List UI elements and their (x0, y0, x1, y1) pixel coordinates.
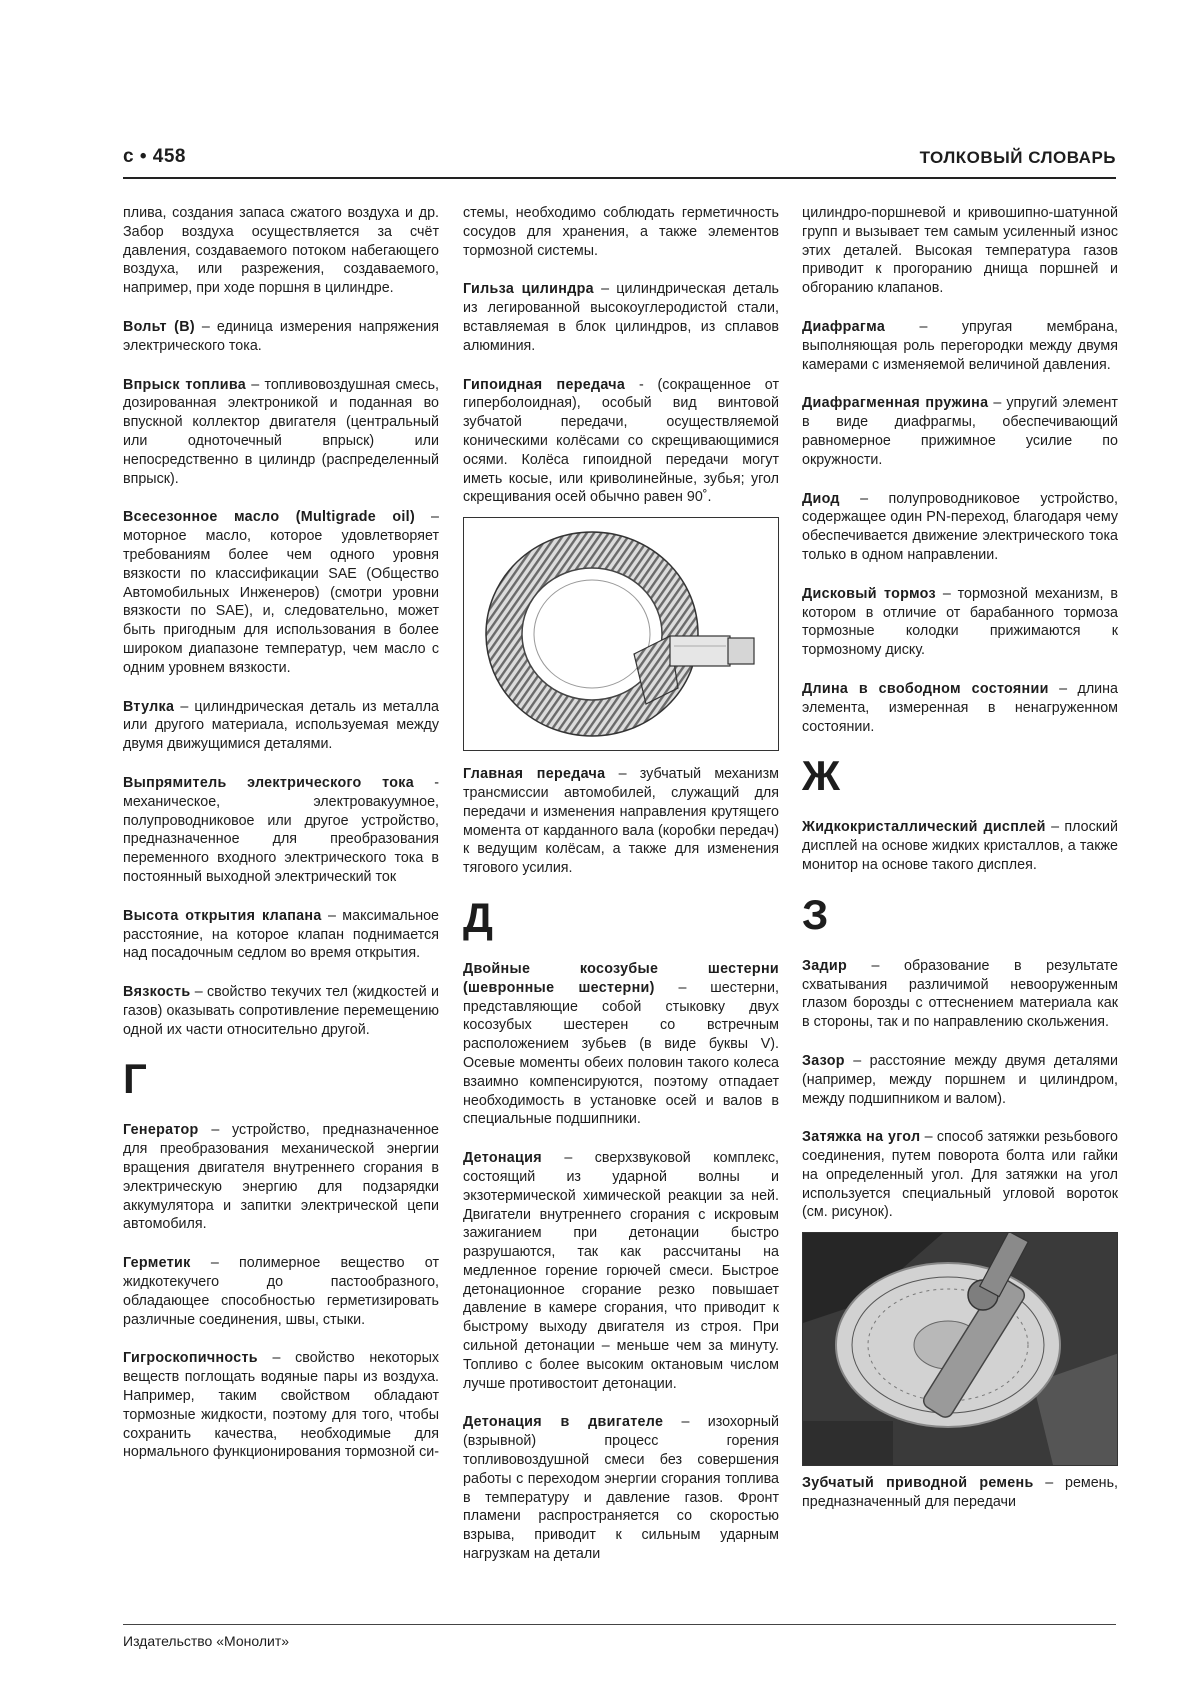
entry-definition: – плоский дисплей на основе жидких кристаллов, а также монитор на основе такого дисплея. (802, 819, 1119, 873)
hypoid-gear-figure (463, 517, 779, 751)
entry-fuel-injection (123, 376, 439, 489)
entry-term: Жидкокристаллический дисплей (802, 819, 1046, 836)
section-letter-z: З (802, 890, 829, 938)
entry-term: Высота открытия клапана (123, 907, 322, 924)
entry-definition: – полупроводниковое устройство, содержащее один PN-переход, благодаря чему обеспечивается движение электрического тока только в одном направлении. (802, 490, 1118, 563)
entry-term: Дисковый тормоз (802, 585, 936, 602)
entry-definition: – длина элемента, измеренная в ненагруженном состоянии. (802, 680, 1118, 735)
entry-term: Задир (802, 957, 848, 974)
entry-definition: – моторное масло, которое удовлетворяет требованиям более чем одного уровня вязкости по классификации SAE (Общество Автомобильных Инженеров) (смотри уровни вязкости по SAE), и, следовательно, может быть пригодным для использования в более широком диапазоне температур, чем масло с одним уровнем вязкости. (123, 509, 439, 676)
entry-definition: – сверхзвуковой комплекс, состоящий из ударной волны и экзотермической химической реакции за ней. Двигатели внутреннего сгорания с искровым зажиганием при детонации быстро разрушаются, так как рассчитаны на медленное горение горючей смеси. Быстрое детонационное сгорание резко повышает давление в камере сгорания, что приводит к быстрому выходу двигателя из строя. При сильной детонации – меньше чем за минуту. Топливо с более высоким октановым числом лучше противостоит детонации. (463, 1150, 779, 1392)
entry-definition: – полимерное вещество от жидкотекучего до пастообразного, обладающее способностью герметизировать различные соединения, швы, стыки. (123, 1255, 439, 1328)
column-3 (802, 204, 1118, 1532)
entry-definition: – единица измерения напряжения электрического тока. (123, 318, 439, 354)
entry-definition: – цилиндрическая деталь из металла или другого материала, используемая между двумя движущимися деталями. (123, 698, 439, 753)
entry-cylinder-liner (463, 280, 779, 355)
entry-term: Диафрагменная пружина (802, 395, 989, 412)
entry-term: Диафрагма (802, 318, 886, 335)
hypoid-gear-illustration (464, 518, 779, 750)
entry-term: Длина в свободном состоянии (802, 680, 1049, 697)
entry-term: Гильза цилиндра (463, 281, 594, 298)
entry-term: Затяжка на угол (802, 1129, 921, 1146)
entry-term: Двойные косозубые шестерни (шевронные шестерни) (463, 960, 779, 996)
entry-definition: – зубчатый механизм трансмиссии автомобилей, служащий для передачи и изменения направления крутящего момента от карданного вала (коробки передач) к ведущим колёсам, а также для изменения тягового усилия. (463, 766, 780, 877)
angle-gauge-photo (802, 1232, 1118, 1466)
entry-final-drive (463, 765, 779, 878)
entry-term: Гипоидная передача (463, 376, 626, 393)
footer-rule (123, 1624, 1116, 1625)
entry-definition: – упругая мембрана, выполняющая роль перегородки между двумя камерами с изменяемой величиной давления. (802, 318, 1118, 373)
header-rule (123, 177, 1116, 179)
entry-term: Гигроскопичность (123, 1350, 258, 1367)
entry-diaphragm (802, 318, 1118, 374)
entry-lcd (802, 818, 1118, 874)
angle-gauge-illustration (803, 1233, 1118, 1465)
entry-multigrade-oil (123, 508, 439, 677)
entry-free-length (802, 680, 1118, 736)
continuation-paragraph: стемы, необходимо соблюдать герметичность сосудов для хранения, а также элементов тормозной системы. (463, 205, 779, 259)
entry-definition: – расстояние между двумя деталями (например, между поршнем и цилиндром, между подшипником и валом). (802, 1052, 1118, 1107)
entry-term: Зазор (802, 1052, 845, 1069)
entry-definition: – топливовоздушная смесь, дозированная электроникой и поданная во впускной коллектор двигателя (центральный или одноточечный впрыск) или непосредственно в цилиндр (распределенный впрыск). (123, 376, 439, 487)
entry-definition: - (сокращенное от гиперболоидная), особый вид винтовой зубчатой передачи, осуществляемой коническими колёсами со скрещивающимися осями. Колёса гипоидной передачи могут иметь косые, или криволинейные, зубья; угол скрещивания осей обычно равен 90˚. (463, 376, 779, 506)
column-1 (123, 204, 439, 1482)
entry-definition: – упругий элемент в виде диафрагмы, обеспечивающий равномерное прижимное усилие по окружности. (802, 395, 1118, 468)
entry-term: Всесезонное масло (Multigrade oil) (123, 509, 416, 526)
column-2 (463, 204, 779, 1584)
entry-rectifier (123, 774, 439, 887)
entry-herringbone-gears (463, 960, 779, 1129)
entry-hygroscopicity (123, 1349, 439, 1462)
section-title: ТОЛКОВЫЙ СЛОВАРЬ (919, 148, 1116, 167)
entry-volt (123, 318, 439, 356)
entry-definition: – цилиндрическая деталь из легированной высокоуглеродистой стали, вставляемая в блок цилиндров, из сплавов алюминия. (463, 281, 779, 354)
continuation-paragraph: цилиндро-поршневой и кривошипно-шатунной групп и вызывает тем самым усиленный износ этих деталей. Высокая температура газов приводит к прогоранию днища поршней и обгоранию клапанов. (802, 205, 1118, 297)
entry-term: Втулка (123, 698, 175, 715)
entry-term: Детонация в двигателе (463, 1414, 664, 1431)
section-letter-g: Г (123, 1055, 147, 1103)
entry-disc-brake (802, 585, 1118, 660)
entry-term: Вольт (В) (123, 318, 195, 335)
entry-detonation (463, 1149, 779, 1393)
entry-definition: - механическое, электровакуумное, полупроводниковое или другое устройство, предназначенное для преобразования переменного входного электрического тока в постоянный выходной электрический ток (123, 774, 439, 885)
continuation-paragraph: плива, создания запаса сжатого воздуха и др. Забор воздуха осуществляется за счёт давления, создаваемого потоком набегающего воздуха, или разрежения, создаваемого, например, при ходе поршня в цилиндре. (123, 205, 439, 297)
page-number: с • 458 (123, 146, 186, 167)
entry-definition: – устройство, предназначенное для преобразования механической энергии вращения двигателя внутреннего сгорания в электрическую энергию для подзарядки аккумулятора и запитки электрической цепи автомобиля. (123, 1122, 439, 1233)
entry-definition: – свойство текучих тел (жидкостей и газов) оказывать сопротивление перемещению одной их части относительно другой. (123, 984, 439, 1038)
entry-definition: – изохорный (взрывной) процесс горения топливовоздушной смеси без совершения работы с переходом энергии сгорания топлива в температуру и давление газов. Фронт пламени распространяется со скоростью взрыва, приводит к сильным ударным нагрузкам на детали (463, 1414, 779, 1563)
entry-scuffing (802, 957, 1118, 1032)
entry-diode (802, 490, 1118, 565)
entry-definition: – свойство некоторых веществ поглощать водяные пары из воздуха. Например, таким свойством обладают тормозные жидкости, поэтому для того, чтобы сохранить качества, необходимые для нормального функционирования тормозной си- (123, 1350, 439, 1461)
entry-term: Детонация (463, 1150, 542, 1167)
entry-term: Зубчатый приводной ремень (802, 1475, 1034, 1492)
entry-term: Главная передача (463, 766, 606, 783)
entry-angle-tightening (802, 1128, 1118, 1222)
entry-term: Генератор (123, 1122, 199, 1139)
entry-diaphragm-spring (802, 394, 1118, 469)
entry-valve-lift (123, 907, 439, 963)
entry-term: Герметик (123, 1255, 191, 1272)
section-letter-zh: Ж (802, 752, 840, 800)
entry-definition: – ремень, предназначенный для передачи (802, 1475, 1118, 1511)
entry-term: Впрыск топлива (123, 376, 247, 393)
entry-definition: – тормозной механизм, в котором в отличие от барабанного тормоза тормозные колодки прижимаются к тормозному диску. (802, 585, 1118, 659)
entry-definition: – максимальное расстояние, на которое клапан поднимается над посадочным седлом во время открытия. (123, 907, 439, 962)
entry-toothed-belt (802, 1474, 1118, 1512)
entry-term: Вязкость (123, 984, 191, 1001)
entry-bushing (123, 698, 439, 754)
publisher-footer: Издательство «Монолит» (123, 1633, 290, 1649)
entry-sealant (123, 1254, 439, 1329)
entry-generator (123, 1121, 439, 1234)
entry-hypoid-gear (463, 376, 779, 508)
entry-term: Выпрямитель электрического тока (123, 774, 414, 791)
entry-definition: – образование в результате схватывания различимой невооруженным глазом борозды с оттеснением материала как в стороны, так и по направлению скольжения. (802, 957, 1118, 1031)
entry-clearance (802, 1052, 1118, 1108)
section-letter-d: Д (463, 893, 493, 941)
entry-viscosity (123, 983, 439, 1039)
entry-definition: – способ затяжки резьбового соединения, путем поворота болта или гайки на определенный угол. Для затяжки на угол используется специальный угловой вороток (см. рисунок). (802, 1129, 1119, 1221)
entry-engine-detonation (463, 1413, 779, 1563)
entry-term: Диод (802, 490, 840, 507)
entry-definition: – шестерни, представляющие собой стыковку двух косозубых шестерен со встречным расположением зубьев (в виде буквы V). Осевые моменты обеих половин такого колеса взаимно компенсируются, поэтому отпадает необходимость в установке осей и валов в специальные подшипники. (463, 979, 779, 1128)
